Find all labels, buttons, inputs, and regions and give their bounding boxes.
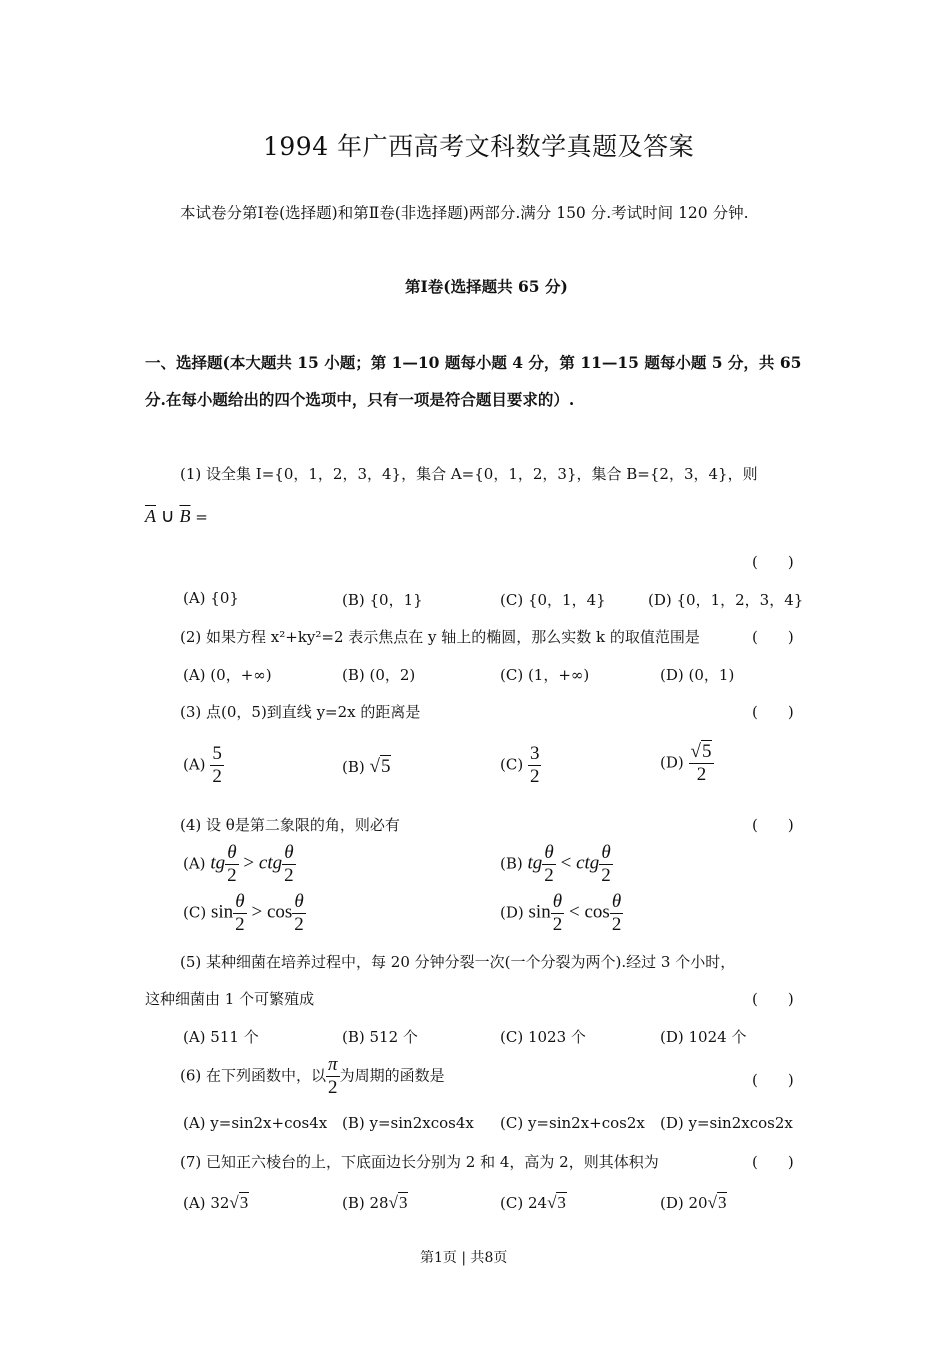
fraction: $\frac{\theta}{2}$: [227, 842, 237, 886]
fraction: $\frac{\theta}{2}$: [544, 842, 554, 886]
answer-paren: ( ): [752, 1153, 794, 1171]
q4-option-c: (C) sin $\frac{\theta}{2}$ > cos $\frac{\theta}{2}$: [183, 891, 304, 935]
numerator: 5: [212, 743, 222, 764]
option-label: (D): [500, 903, 524, 922]
q7-option-b: (B) 28√3: [342, 1193, 408, 1212]
union-symbol: ∪: [160, 506, 175, 527]
exam-intro: 本试卷分第Ⅰ卷(选择题)和第Ⅱ卷(非选择题)两部分.满分 150 分.考试时间 120 分钟.: [180, 204, 749, 222]
q2-option-a: (A) (0，+∞): [183, 666, 272, 684]
q2-option-c: (C) (1，+∞): [500, 666, 590, 684]
q4-option-b: (B) tg $\frac{\theta}{2}$ < ctg $\frac{\theta}{2}$: [500, 842, 611, 886]
q7-option-d: (D) 20√3: [660, 1193, 727, 1212]
q6-option-c: (C) y=sin2x+cos2x: [500, 1114, 645, 1132]
q1-option-b: (B) {0，1}: [342, 591, 423, 609]
fraction: $\frac{\theta}{2}$: [552, 891, 563, 935]
fraction: $\frac{\theta}{2}$: [294, 891, 304, 935]
fraction: $\frac{\theta}{2}$: [601, 842, 611, 886]
fraction: $\frac{\theta}{2}$: [235, 891, 245, 935]
question-6-text: (6) 在下列函数中，以 $\frac{\pi}{2}$ 为周期的函数是: [180, 1054, 445, 1098]
q2-option-b: (B) (0，2): [342, 666, 416, 684]
fraction: [689, 741, 715, 786]
answer-paren: ( ): [752, 628, 794, 646]
q4-option-a: (A) tg $\frac{\theta}{2}$ > ctg $\frac{\theta}{2}$: [183, 842, 294, 886]
fraction: $\frac{\theta}{2}$: [284, 842, 294, 886]
denominator: 2: [212, 766, 222, 787]
question-7-text: (7) 已知正六棱台的上，下底面边长分别为 2 和 4，高为 2，则其体积为: [180, 1153, 659, 1171]
numerator: 3: [529, 743, 540, 764]
question-5-text-line1: (5) 某种细菌在培养过程中，每 20 分钟分裂一次(一个分裂为两个).经过 3 个小时，: [180, 953, 736, 971]
answer-paren: ( ): [752, 990, 794, 1008]
option-label: (D): [660, 753, 684, 772]
question-5-text-line2: 这种细菌由 1 个可繁殖成: [145, 990, 315, 1008]
fraction: $\frac{\pi}{2}$: [328, 1054, 338, 1098]
question-4-text: (4) 设 θ是第二象限的角，则必有: [180, 816, 400, 834]
option-label: (C): [500, 755, 524, 774]
q2-option-d: (D) (0，1): [660, 666, 735, 684]
q6-option-a: (A) y=sin2x+cos4x: [183, 1114, 328, 1132]
fraction: $\frac{\theta}{2}$: [611, 891, 622, 935]
q3-option-c: [500, 743, 541, 788]
question-1-text: (1) 设全集 I={0，1，2，3，4}，集合 A={0，1，2，3}，集合 B={2，3，4}，则: [180, 465, 758, 483]
q4-option-d: (D) sin $\frac{\theta}{2}$ < cos $\frac{\theta}{2}$: [500, 891, 622, 935]
q7-option-c: (C) 24√3: [500, 1193, 566, 1212]
option-label: (C): [183, 903, 207, 922]
complement-a: $\overline{A}$: [145, 506, 156, 526]
q5-option-c: (C) 1023 个: [500, 1028, 586, 1046]
option-label: (B): [342, 758, 365, 776]
page-footer: 第1页 | 共8页: [420, 1250, 508, 1266]
q7-option-a: (A) 32√3: [183, 1193, 249, 1212]
question-2-text: (2) 如果方程 x²+ky²=2 表示焦点在 y 轴上的椭圆，那么实数 k 的取值范围是: [180, 628, 700, 646]
q5-option-a: (A) 511 个: [183, 1028, 259, 1046]
fraction: [528, 743, 542, 788]
denominator: 2: [689, 763, 715, 786]
numerator: √5: [690, 741, 712, 762]
q3-option-b: [342, 756, 391, 778]
section1-instructions-line1: 一、选择题(本大题共 15 小题；第 1—10 题每小题 4 分，第 11—15 题每小题 5 分，共 65: [145, 353, 802, 372]
question-1-expression: [145, 505, 208, 528]
option-label: (A): [183, 854, 206, 873]
answer-paren: ( ): [752, 553, 794, 571]
q3-option-d: [660, 741, 714, 786]
option-label: (B): [500, 854, 523, 873]
q1-option-c: (C) {0，1，4}: [500, 591, 606, 609]
q5-option-d: (D) 1024 个: [660, 1028, 747, 1046]
option-label: (A): [183, 755, 206, 774]
answer-paren: ( ): [752, 1071, 794, 1089]
q3-option-a: [183, 743, 224, 788]
answer-paren: ( ): [752, 816, 794, 834]
q6-option-b: (B) y=sin2xcos4x: [342, 1114, 474, 1132]
equals-sign: =: [195, 508, 208, 526]
q1-option-d: (D) {0，1，2，3，4}: [648, 591, 804, 609]
square-root: √5: [369, 756, 391, 777]
section1-instructions-line2: 分.在每小题给出的四个选项中，只有一项是符合题目要求的）.: [145, 390, 575, 409]
q5-option-b: (B) 512 个: [342, 1028, 418, 1046]
page-title: 1994 年广西高考文科数学真题及答案: [263, 132, 695, 161]
complement-b: $\overline{B}$: [179, 506, 191, 526]
denominator: 2: [529, 766, 540, 787]
answer-paren: ( ): [752, 703, 794, 721]
q6-option-d: (D) y=sin2xcos2x: [660, 1114, 793, 1132]
question-3-text: (3) 点(0，5)到直线 y=2x 的距离是: [180, 703, 421, 721]
part1-heading: 第Ⅰ卷(选择题共 65 分): [405, 277, 568, 296]
fraction: [210, 743, 224, 788]
q1-option-a: (A) {0}: [183, 589, 239, 607]
